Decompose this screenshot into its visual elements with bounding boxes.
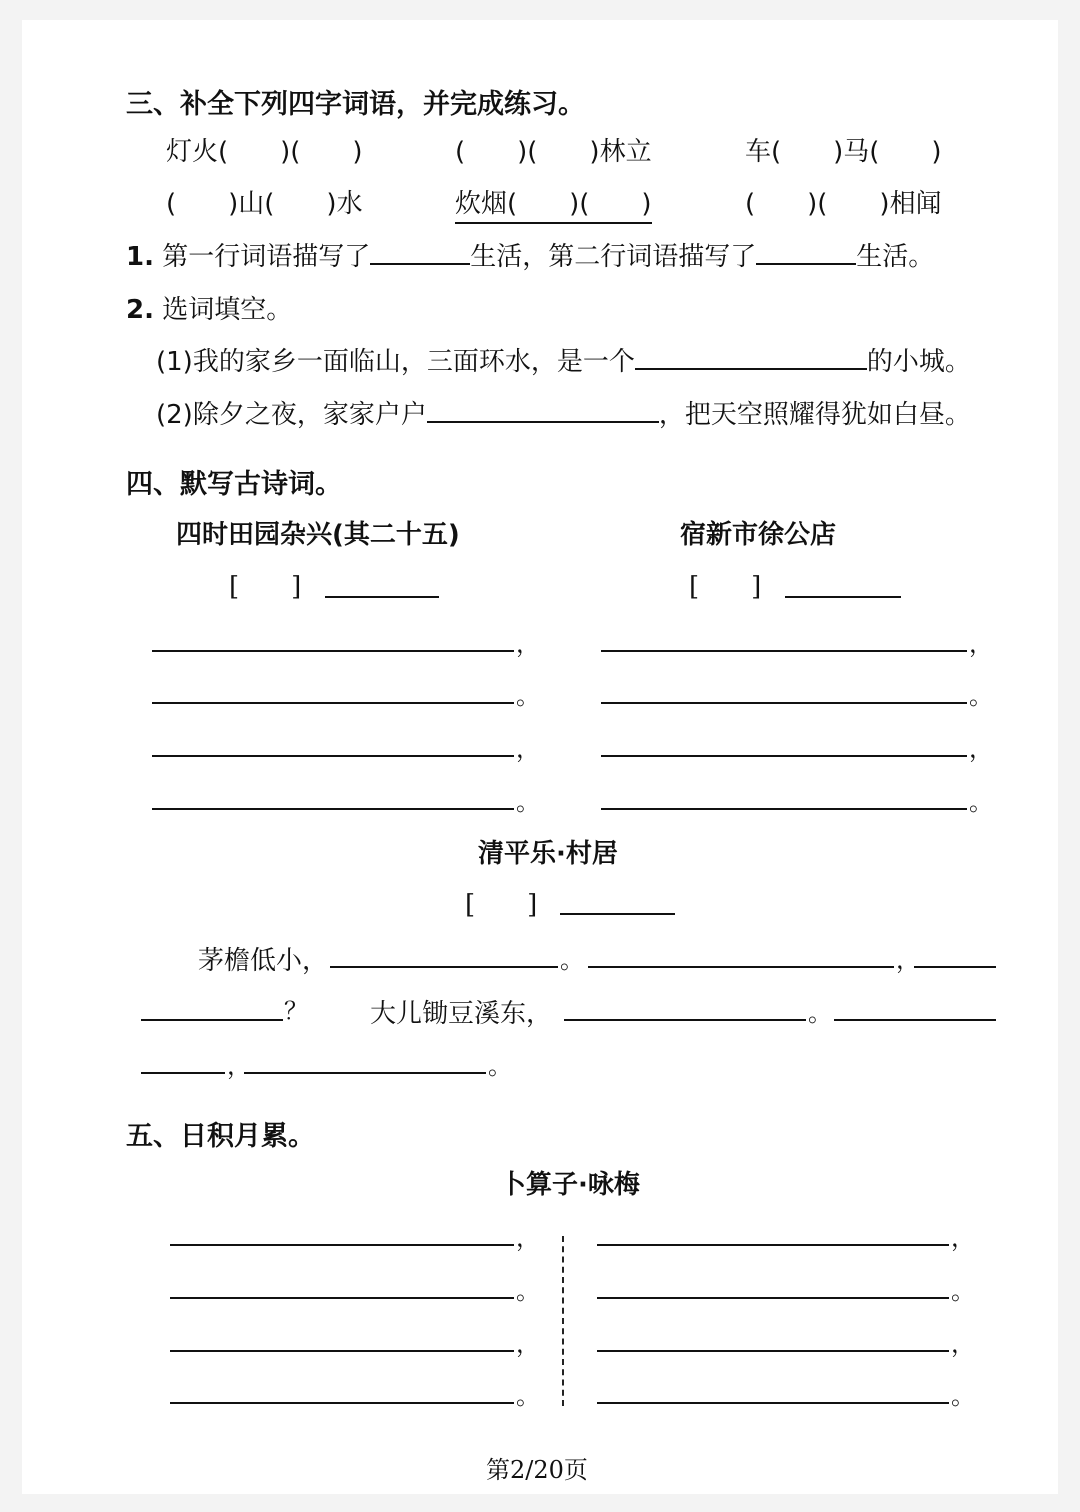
poem2-punct-1: ， (969, 630, 993, 658)
question-2 (126, 289, 292, 326)
poem3-blank-3a[interactable] (914, 966, 996, 968)
poem3-period-2: 。 (808, 999, 832, 1027)
section5-heading: 五、日积月累。 (126, 1121, 315, 1152)
fill-sentence-2-suffix: ，把天空照耀得犹如白昼。 (658, 400, 971, 430)
poem3-blank-1[interactable] (330, 966, 558, 968)
poem4-title: 卜算子·咏梅 (500, 1170, 640, 1200)
poem4-left-punct-3: ， (516, 1330, 540, 1358)
poem1-line-4-blank[interactable] (152, 808, 514, 810)
question-2-number: 2. (126, 295, 154, 325)
poem1-dynasty-bracket: [ ] (229, 572, 302, 602)
idiom-3: 车( )马( ) (745, 137, 942, 167)
poem2-dynasty-bracket: [ ] (689, 572, 762, 602)
poem3-comma-1: ， (896, 946, 920, 974)
question-1-text-b: 生活，第二行词语描写了 (470, 242, 757, 272)
poem1-author-blank[interactable] (325, 596, 439, 598)
poem2-line-3-blank[interactable] (601, 755, 967, 757)
idiom-2: ( )( )林立 (455, 137, 652, 167)
poem4-left-punct-2: 。 (516, 1277, 540, 1305)
answer-blank[interactable] (370, 239, 470, 265)
poem4-right-line-1-blank[interactable] (597, 1244, 949, 1246)
poem3-title: 清平乐·村居 (478, 839, 618, 869)
poem1-punct-3: ， (516, 735, 540, 763)
fill-sentence-2 (156, 394, 971, 431)
poem2-title: 宿新市徐公店 (680, 520, 837, 550)
poem2-punct-4: 。 (969, 788, 993, 816)
poem2-line-2-blank[interactable] (601, 702, 967, 704)
poem4-left-line-3-blank[interactable] (170, 1350, 514, 1352)
poem2-punct-2: 。 (969, 682, 993, 710)
poem4-right-punct-4: 。 (951, 1382, 975, 1410)
section3-heading: 三、补全下列四字词语，并完成练习。 (126, 89, 585, 120)
poem4-left-punct-4: 。 (516, 1382, 540, 1410)
poem3-author-blank[interactable] (560, 913, 675, 915)
poem3-blank-2[interactable] (588, 966, 894, 968)
idiom-5: 炊烟( )( ) (455, 183, 652, 224)
poem4-left-punct-1: ， (516, 1224, 540, 1252)
poem1-punct-4: 。 (516, 788, 540, 816)
poem4-left-line-2-blank[interactable] (170, 1297, 514, 1299)
poem4-right-punct-3: ， (951, 1330, 975, 1358)
poem1-line-2-blank[interactable] (152, 702, 514, 704)
poem3-line1-start: 茅檐低小， (198, 946, 329, 976)
fill-sentence-1-suffix: 的小城。 (866, 347, 971, 377)
poem3-blank-4[interactable] (564, 1019, 806, 1021)
fill-sentence-2-prefix: (2)除夕之夜，家家户户 (156, 400, 427, 430)
poem1-title: 四时田园杂兴(其二十五) (176, 520, 460, 550)
question-1-number: 1. (126, 242, 154, 272)
poem4-right-punct-1: ， (951, 1224, 975, 1252)
question-2-label: 选词填空。 (162, 295, 293, 325)
poem4-right-line-2-blank[interactable] (597, 1297, 949, 1299)
poem1-line-1-blank[interactable] (152, 650, 514, 652)
poem4-right-line-4-blank[interactable] (597, 1402, 949, 1404)
idiom-1: 灯火( )( ) (166, 137, 363, 167)
poem1-line-3-blank[interactable] (152, 755, 514, 757)
poem3-dynasty-bracket: [ ] (465, 890, 538, 920)
fill-sentence-1-prefix: (1)我的家乡一面临山，三面环水，是一个 (156, 347, 635, 377)
poem4-left-line-4-blank[interactable] (170, 1402, 514, 1404)
poem4-right-punct-2: 。 (951, 1277, 975, 1305)
fill-sentence-1 (156, 341, 971, 378)
poem3-question: ？ (284, 997, 308, 1025)
poem4-right-line-3-blank[interactable] (597, 1350, 949, 1352)
poem2-line-4-blank[interactable] (601, 808, 967, 810)
poem3-period-1: 。 (560, 946, 584, 974)
poem3-blank-3b[interactable] (141, 1019, 283, 1021)
answer-blank[interactable] (427, 397, 659, 423)
idiom-6: ( )( )相闻 (745, 189, 942, 219)
poem3-blank-6[interactable] (244, 1072, 486, 1074)
page-number: 第2/20页 (486, 1456, 588, 1484)
poem2-line-1-blank[interactable] (601, 650, 967, 652)
poem3-blank-5b[interactable] (141, 1072, 225, 1074)
poem3-period-3: 。 (488, 1052, 512, 1080)
poem3-comma-2: ， (227, 1052, 251, 1080)
poem2-author-blank[interactable] (785, 596, 901, 598)
question-1 (126, 236, 934, 273)
poem3-blank-5a[interactable] (834, 1019, 996, 1021)
question-1-text-c: 生活。 (856, 242, 935, 272)
poem3-line2-mid: 大儿锄豆溪东， (370, 999, 553, 1029)
poem4-left-line-1-blank[interactable] (170, 1244, 514, 1246)
answer-blank[interactable] (756, 239, 856, 265)
column-divider (562, 1236, 564, 1406)
poem1-punct-1: ， (516, 630, 540, 658)
answer-blank[interactable] (635, 344, 867, 370)
poem1-punct-2: 。 (516, 682, 540, 710)
idiom-4: ( )山( )水 (166, 189, 363, 219)
poem2-punct-3: ， (969, 735, 993, 763)
question-1-text-a: 第一行词语描写了 (162, 242, 371, 272)
section4-heading: 四、默写古诗词。 (126, 469, 342, 500)
